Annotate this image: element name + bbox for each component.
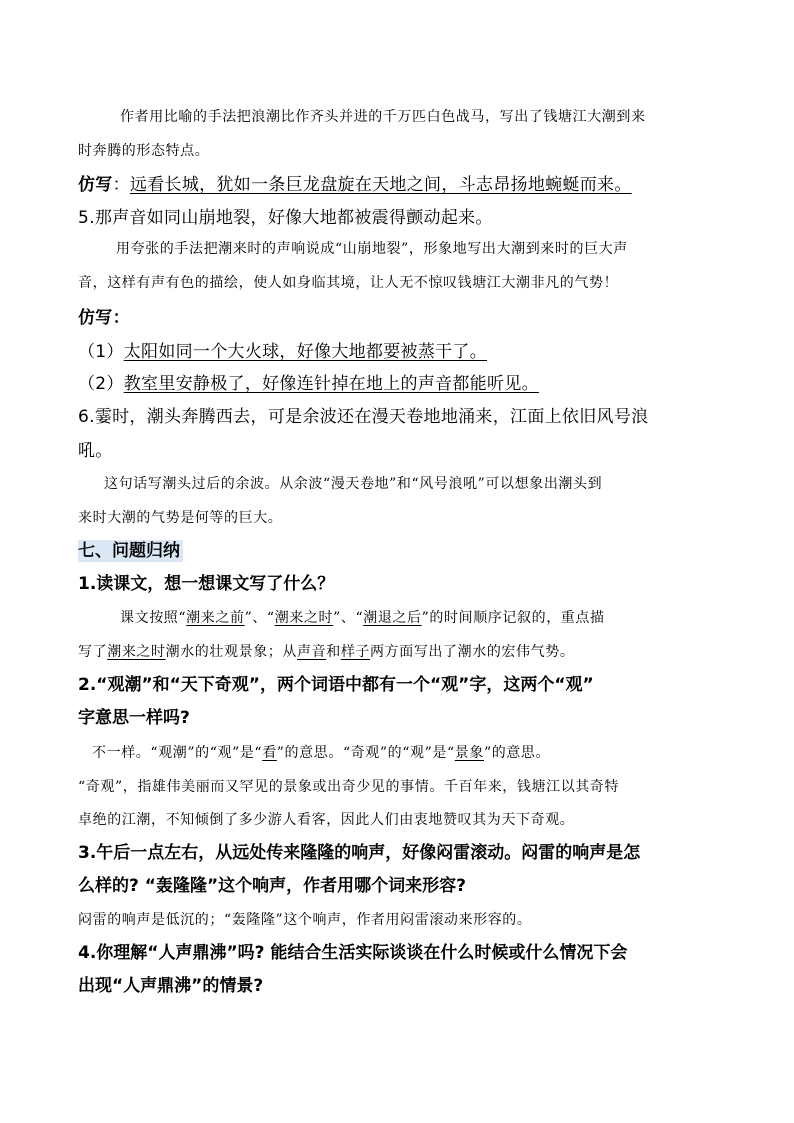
section-heading-text: 七、问题归纳 <box>78 540 183 562</box>
question-4-line1: 4.你理解“人声鼎沸”吗? 能结合生活实际谈谈在什么时候或什么情况下会 <box>78 943 628 963</box>
answer-1-line1 <box>120 610 605 627</box>
answer-text: ”、“ <box>244 610 275 626</box>
answer-text: 和 <box>326 644 341 660</box>
s5-explanation-line1: 用夸张的手法把潮来时的声响说成“山崩地裂”，形象地写出大潮到来时的巨大声 <box>116 241 628 257</box>
s5-imitation-heading: 仿写： <box>78 308 130 328</box>
answer-text: ”的意思。“奇观”的“观”是“ <box>276 745 455 761</box>
question-3-line1: 3.午后一点左右，从远处传来隆隆的响声，好像闷雷滚动。闷雷的响声是怎 <box>78 843 641 863</box>
answer-text: 写了 <box>78 644 108 660</box>
item-number: （2） <box>78 374 124 394</box>
s5-sentence: 5.那声音如同山崩地裂，好像大地都被震得颤动起来。 <box>78 208 493 228</box>
s6-sentence-line1: 6.霎时，潮头奔腾西去，可是余波还在漫天卷地地涌来，江面上依旧风号浪 <box>78 407 649 427</box>
underlined-term: 景象 <box>454 745 484 761</box>
answer-text: ”、“ <box>333 610 364 626</box>
s4-imitation <box>78 175 632 195</box>
underlined-term: 看 <box>262 745 277 761</box>
s6-explanation-line1: 这句话写潮头过后的余波。从余波“漫天卷地”和“风号浪吼”可以想象出潮头到 <box>104 476 603 492</box>
answer-2-line3: 卓绝的江潮，不知倾倒了多少游人看客，因此人们由衷地赞叹其为天下奇观。 <box>78 812 575 828</box>
s6-explanation-line2: 来时大潮的气势是何等的巨大。 <box>78 510 283 526</box>
section-heading <box>78 541 183 561</box>
answer-text: 两方面写出了潮水的宏伟气势。 <box>370 644 575 660</box>
s5-imitation-item-2 <box>78 374 539 394</box>
underlined-term: 潮退之后 <box>363 610 422 626</box>
imitation-colon: ： <box>112 175 130 195</box>
question-2-line1: 2.“观潮”和“天下奇观”，两个词语中都有一个“观”字，这两个“观” <box>78 675 594 695</box>
item-number: （1） <box>78 342 124 362</box>
underlined-term: 潮来之时 <box>274 610 334 626</box>
answer-text: ”的意思。 <box>483 745 551 761</box>
imitation-answer: 太阳如同一个大火球，好像大地都要被蒸干了。 <box>123 342 488 362</box>
answer-3: 闷雷的响声是低沉的；“轰隆隆”这个响声，作者用闷雷滚动来形容的。 <box>78 912 532 928</box>
answer-2-line1 <box>92 745 550 762</box>
imitation-label: 仿写 <box>78 175 113 195</box>
question-1: 1.读课文，想一想课文写了什么？ <box>78 574 335 594</box>
s4-explanation-line1: 作者用比喻的手法把浪潮比作齐头并进的千万匹白色战马，写出了钱塘江大潮到来 <box>120 109 646 125</box>
answer-text: ”的时间顺序记叙的，重点描 <box>421 610 605 626</box>
s5-imitation-item-1 <box>78 342 487 362</box>
s4-explanation-line2: 时奔腾的形态特点。 <box>78 143 210 159</box>
answer-text: 潮水的壮观景象；从 <box>165 644 298 660</box>
imitation-answer: 远看长城，犹如一条巨龙盘旋在天地之间，斗志昂扬地蜿蜒而来。 <box>129 175 632 195</box>
answer-1-line2 <box>78 644 574 661</box>
underlined-term: 潮来之前 <box>186 610 245 626</box>
answer-text: 不一样。“观潮”的“观”是“ <box>92 745 263 761</box>
imitation-answer: 教室里安静极了，好像连针掉在地上的声音都能听见。 <box>123 374 539 394</box>
underlined-term: 潮来之时 <box>107 644 166 660</box>
s6-sentence-line2: 吼。 <box>78 441 113 461</box>
question-4-line2: 出现“人声鼎沸”的情景? <box>78 976 264 996</box>
question-3-line2: 么样的? “轰隆隆”这个响声，作者用哪个词来形容? <box>78 876 466 896</box>
question-2-line2: 字意思一样吗? <box>78 708 190 728</box>
answer-text: 课文按照“ <box>120 610 187 626</box>
s5-explanation-line2: 音，这样有声有色的描绘，使人如身临其境，让人无不惊叹钱塘江大潮非凡的气势！ <box>78 275 619 291</box>
underlined-term: 声音 <box>297 644 327 660</box>
answer-2-line2: “奇观”，指雄伟美丽而又罕见的景象或出奇少见的事情。千百年来，钱塘江以其奇特 <box>78 779 620 795</box>
underlined-term: 样子 <box>340 644 371 660</box>
